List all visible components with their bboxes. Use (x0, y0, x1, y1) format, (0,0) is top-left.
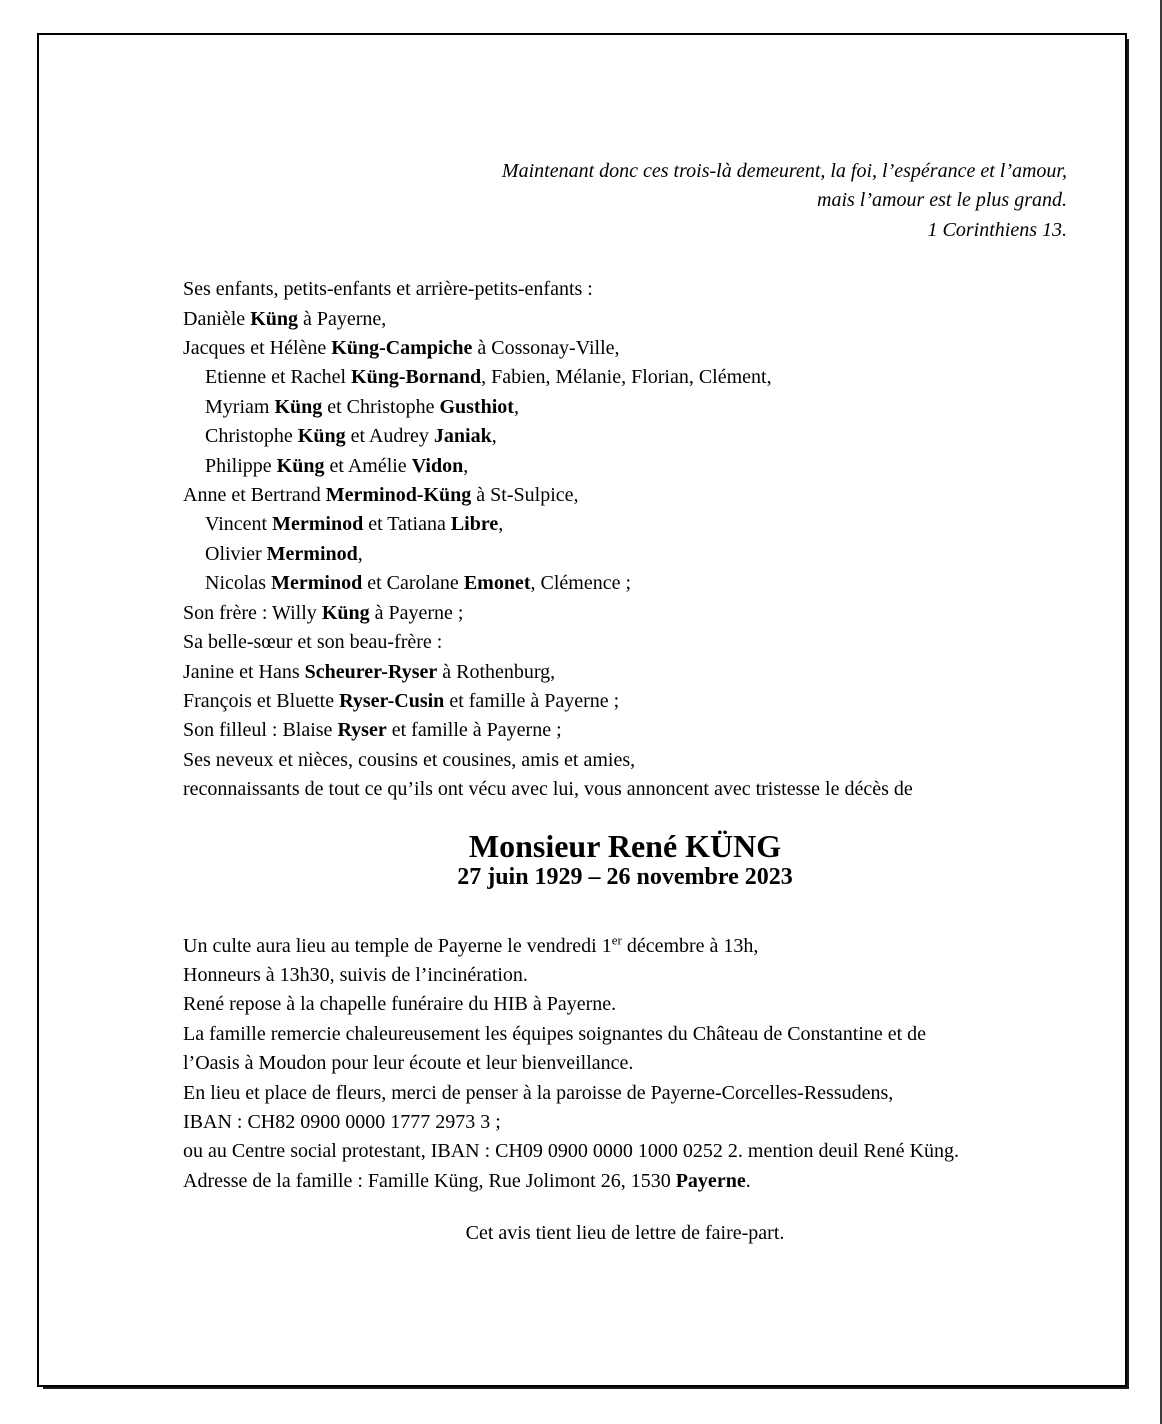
text-segment: à Cossonay-Ville, (472, 337, 620, 360)
family-line (183, 481, 1067, 510)
name-bold: Küng (250, 307, 298, 330)
obituary-page (37, 33, 1127, 1387)
family-line (183, 569, 1067, 598)
text-segment: Anne et Bertrand (183, 484, 326, 507)
text-segment: à Payerne, (298, 307, 387, 330)
name-bold: Payerne (675, 1169, 746, 1192)
text-segment: , (463, 454, 469, 477)
name-bold: Küng (321, 601, 370, 624)
text-segment: . (745, 1169, 751, 1192)
text-segment: Janine et Hans (183, 660, 305, 683)
detail-line (183, 1020, 1067, 1049)
family-line (183, 746, 1067, 775)
text-segment: , Fabien, Mélanie, Florian, Clément, (481, 366, 772, 389)
family-line (183, 393, 1067, 422)
text-segment: et Audrey (345, 425, 434, 448)
epigraph-line: mais l’amour est le plus grand. (817, 189, 1067, 212)
text-segment: , Clémence ; (530, 572, 632, 595)
detail-line (183, 1167, 1067, 1196)
name-bold: Merminod (271, 572, 363, 595)
text-segment: Honneurs à 13h30, suivis de l’incinération. (183, 963, 528, 986)
name-bold: Küng (274, 395, 323, 418)
name-bold: Küng (297, 425, 346, 448)
epigraph-citation: 1 Corinthiens 13. (927, 218, 1067, 241)
name-bold: Merminod-Küng (325, 484, 472, 507)
detail-line (183, 932, 1067, 961)
name-bold: Vidon (411, 454, 464, 477)
name-bold: Merminod (272, 513, 364, 536)
epigraph (183, 157, 1067, 245)
text-segment: l’Oasis à Moudon pour leur écoute et leur bienveillance. (183, 1052, 634, 1075)
name-bold: Ryser-Cusin (339, 689, 445, 712)
name-bold: Küng-Campiche (331, 337, 473, 360)
text-segment: , (491, 425, 497, 448)
text-segment: Vincent (205, 513, 273, 536)
family-line (183, 334, 1067, 363)
family-line (183, 363, 1067, 392)
detail-line (183, 961, 1067, 990)
text-segment: Jacques et Hélène (183, 337, 332, 360)
deceased-dates: 27 juin 1929 – 26 novembre 2023 (457, 863, 793, 890)
detail-line (183, 1108, 1067, 1137)
family-line (183, 716, 1067, 745)
text-segment: et famille à Payerne ; (386, 719, 562, 742)
text-segment: Philippe (205, 454, 277, 477)
text-segment: Adresse de la famille : Famille Küng, Rue Jolimont 26, 1530 (183, 1169, 676, 1192)
name-bold: Ryser (337, 719, 387, 742)
name-bold: Janiak (433, 425, 492, 448)
name-bold: Küng-Bornand (351, 366, 482, 389)
family-line (183, 510, 1067, 539)
ordinal-superscript: er (611, 931, 622, 947)
text-segment: et Carolane (362, 572, 464, 595)
text-segment: Son filleul : Blaise (183, 719, 338, 742)
family-line (183, 422, 1067, 451)
text-segment: reconnaissants de tout ce qu’ils ont vécu avec lui, vous annoncent avec tristesse le décès de (183, 778, 913, 801)
text-segment: à Payerne ; (369, 601, 464, 624)
text-segment: IBAN : CH82 0900 0000 1777 2973 3 ; (183, 1110, 501, 1133)
family-line (183, 687, 1067, 716)
text-segment: et famille à Payerne ; (444, 689, 620, 712)
text-segment: et Tatiana (363, 513, 451, 536)
deceased-name: Monsieur René KÜNG (468, 827, 782, 864)
text-segment: Etienne et Rachel (205, 366, 352, 389)
text-segment: , (498, 513, 504, 536)
text-segment: René repose à la chapelle funéraire du HIB à Payerne. (183, 993, 617, 1016)
name-bold: Emonet (463, 572, 531, 595)
family-line (183, 452, 1067, 481)
name-bold: Merminod (266, 542, 358, 565)
detail-line (183, 1137, 1067, 1166)
text-segment: Nicolas (205, 572, 272, 595)
text-segment: Christophe (205, 425, 298, 448)
text-segment: Son frère : Willy (183, 601, 322, 624)
family-line (183, 540, 1067, 569)
closing-line: Cet avis tient lieu de lettre de faire-part. (465, 1222, 785, 1245)
ceremony-details (183, 932, 1067, 1197)
text-segment: , (357, 542, 363, 565)
text-segment: La famille remercie chaleureusement les équipes soignantes du Château de Constantine et de (183, 1022, 927, 1045)
text-segment: Danièle (183, 307, 251, 330)
family-line (183, 305, 1067, 334)
name-bold: Scheurer-Ryser (304, 660, 438, 683)
text-segment: ou au Centre social protestant, IBAN : CH09 0900 0000 1000 0252 2. mention deuil René Küng. (183, 1140, 960, 1163)
text-segment: Ses enfants, petits-enfants et arrière-petits-enfants : (183, 278, 593, 301)
text-segment: Sa belle-sœur et son beau-frère : (183, 631, 443, 654)
text-segment: En lieu et place de fleurs, merci de penser à la paroisse de Payerne-Corcelles-Ressudens, (183, 1081, 894, 1104)
text-segment: décembre à 13h, (621, 934, 759, 957)
family-announcement (183, 275, 1067, 804)
name-bold: Libre (450, 513, 499, 536)
detail-line (183, 990, 1067, 1019)
text-segment: François et Bluette (183, 689, 340, 712)
text-segment: et Christophe (322, 395, 440, 418)
detail-line (183, 1049, 1067, 1078)
name-bold: Gusthiot (439, 395, 514, 418)
family-line (183, 599, 1067, 628)
family-line (183, 275, 1067, 304)
text-segment: , (513, 395, 519, 418)
epigraph-line: Maintenant donc ces trois-là demeurent, la foi, l’espérance et l’amour, (501, 160, 1067, 182)
text-segment: à St-Sulpice, (471, 484, 579, 507)
text-segment: à Rothenburg, (437, 660, 556, 683)
page-content (183, 35, 1067, 1249)
family-line (183, 658, 1067, 687)
text-segment: Ses neveux et nièces, cousins et cousines, amis et amies, (183, 748, 636, 771)
name-bold: Küng (276, 454, 325, 477)
title-block (183, 829, 1067, 892)
text-segment: Myriam (205, 395, 275, 418)
family-line (183, 628, 1067, 657)
text-segment: et Amélie (324, 454, 412, 477)
detail-line (183, 1079, 1067, 1108)
family-line (183, 775, 1067, 804)
text-segment: Un culte aura lieu au temple de Payerne le vendredi 1 (183, 934, 612, 957)
text-segment: Olivier (205, 542, 267, 565)
